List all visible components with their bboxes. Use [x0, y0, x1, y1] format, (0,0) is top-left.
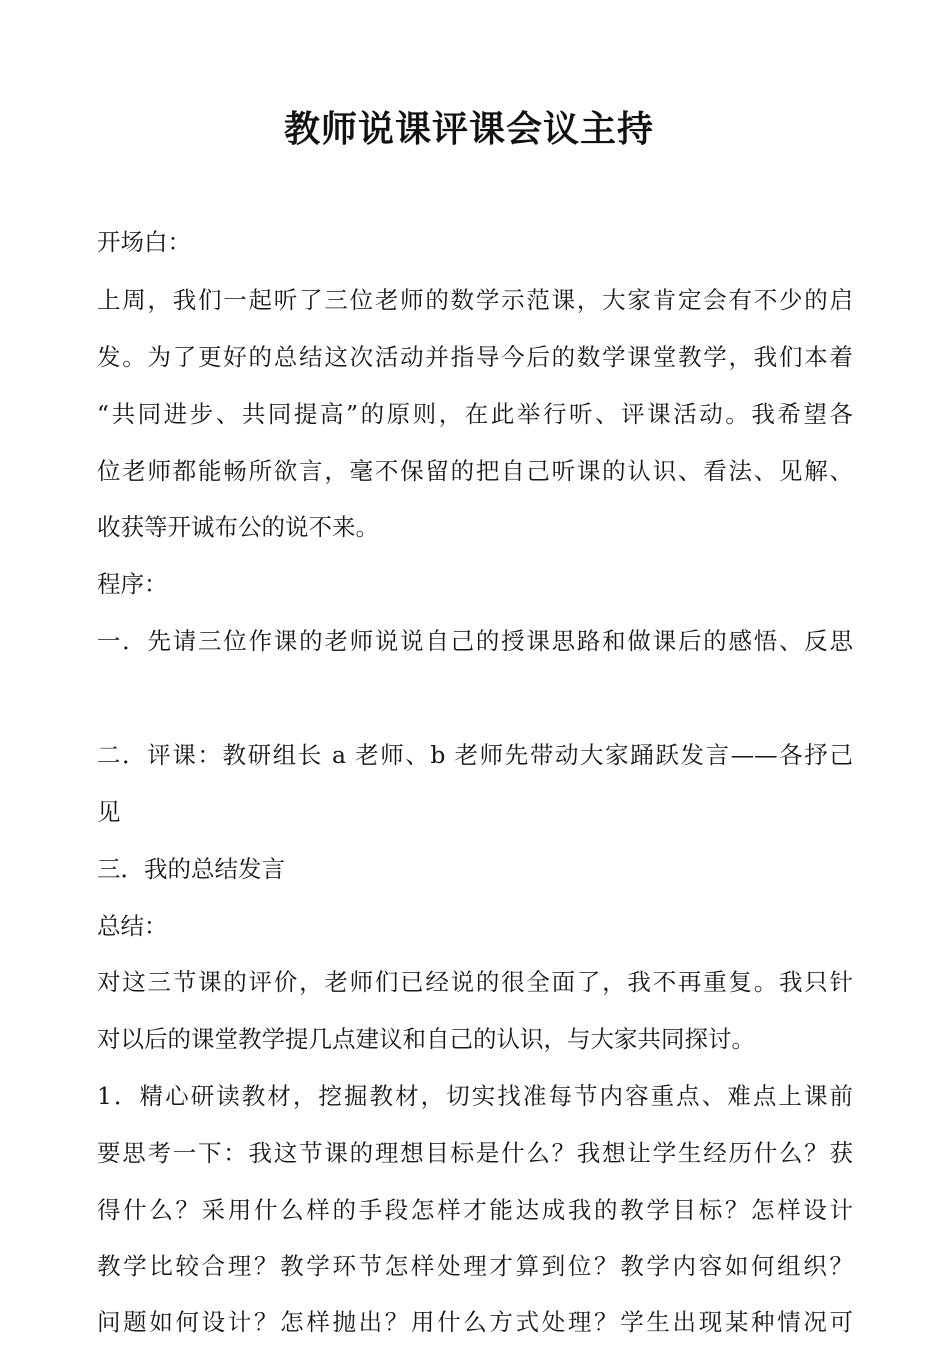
paragraph-line: 对这三节课的评价，老师们已经说的很全面了，我不再重复。我只针: [97, 968, 853, 996]
paragraph-line: 得什么？采用什么样的手段怎样才能达成我的教学目标？怎样设计: [97, 1196, 853, 1224]
paragraph-line: 上周，我们一起听了三位老师的数学示范课，大家肯定会有不少的启: [97, 286, 853, 314]
procedure-item-2-continued: 见: [97, 798, 121, 826]
procedure-item-2: 二．评课：教研组长 a 老师、b 老师先带动大家踊跃发言——各抒己: [97, 741, 853, 769]
paragraph-line: 发。为了更好的总结这次活动并指导今后的数学课堂教学，我们本着: [97, 343, 853, 371]
paragraph-line: 位老师都能畅所欲言，毫不保留的把自己听课的认识、看法、见解、: [97, 457, 853, 485]
paragraph-line: 收获等开诚布公的说不来。: [97, 513, 379, 541]
document-title: 教师说课评课会议主持: [283, 108, 654, 150]
paragraph-line: 教学比较合理？教学环节怎样处理才算到位？教学内容如何组织？: [97, 1252, 853, 1280]
paragraph-line: 问题如何设计？怎样抛出？用什么方式处理？学生出现某种情况可: [97, 1308, 853, 1336]
section-heading-procedure: 程序：: [97, 570, 168, 598]
section-heading-summary: 总结：: [97, 912, 168, 940]
procedure-item-3: 三．我的总结发言: [97, 855, 285, 883]
paragraph-line: 对以后的课堂教学提几点建议和自己的认识，与大家共同探讨。: [97, 1025, 755, 1053]
procedure-item-1: 一．先请三位作课的老师说说自己的授课思路和做课后的感悟、反思: [97, 627, 853, 655]
paragraph-line: “共同进步、共同提高”的原则，在此举行听、评课活动。我希望各: [97, 400, 853, 428]
summary-point-1: 1．精心研读教材，挖掘教材，切实找准每节内容重点、难点上课前: [97, 1082, 853, 1110]
section-heading-opening: 开场白：: [97, 228, 191, 256]
paragraph-line: 要思考一下：我这节课的理想目标是什么？我想让学生经历什么？获: [97, 1139, 853, 1167]
